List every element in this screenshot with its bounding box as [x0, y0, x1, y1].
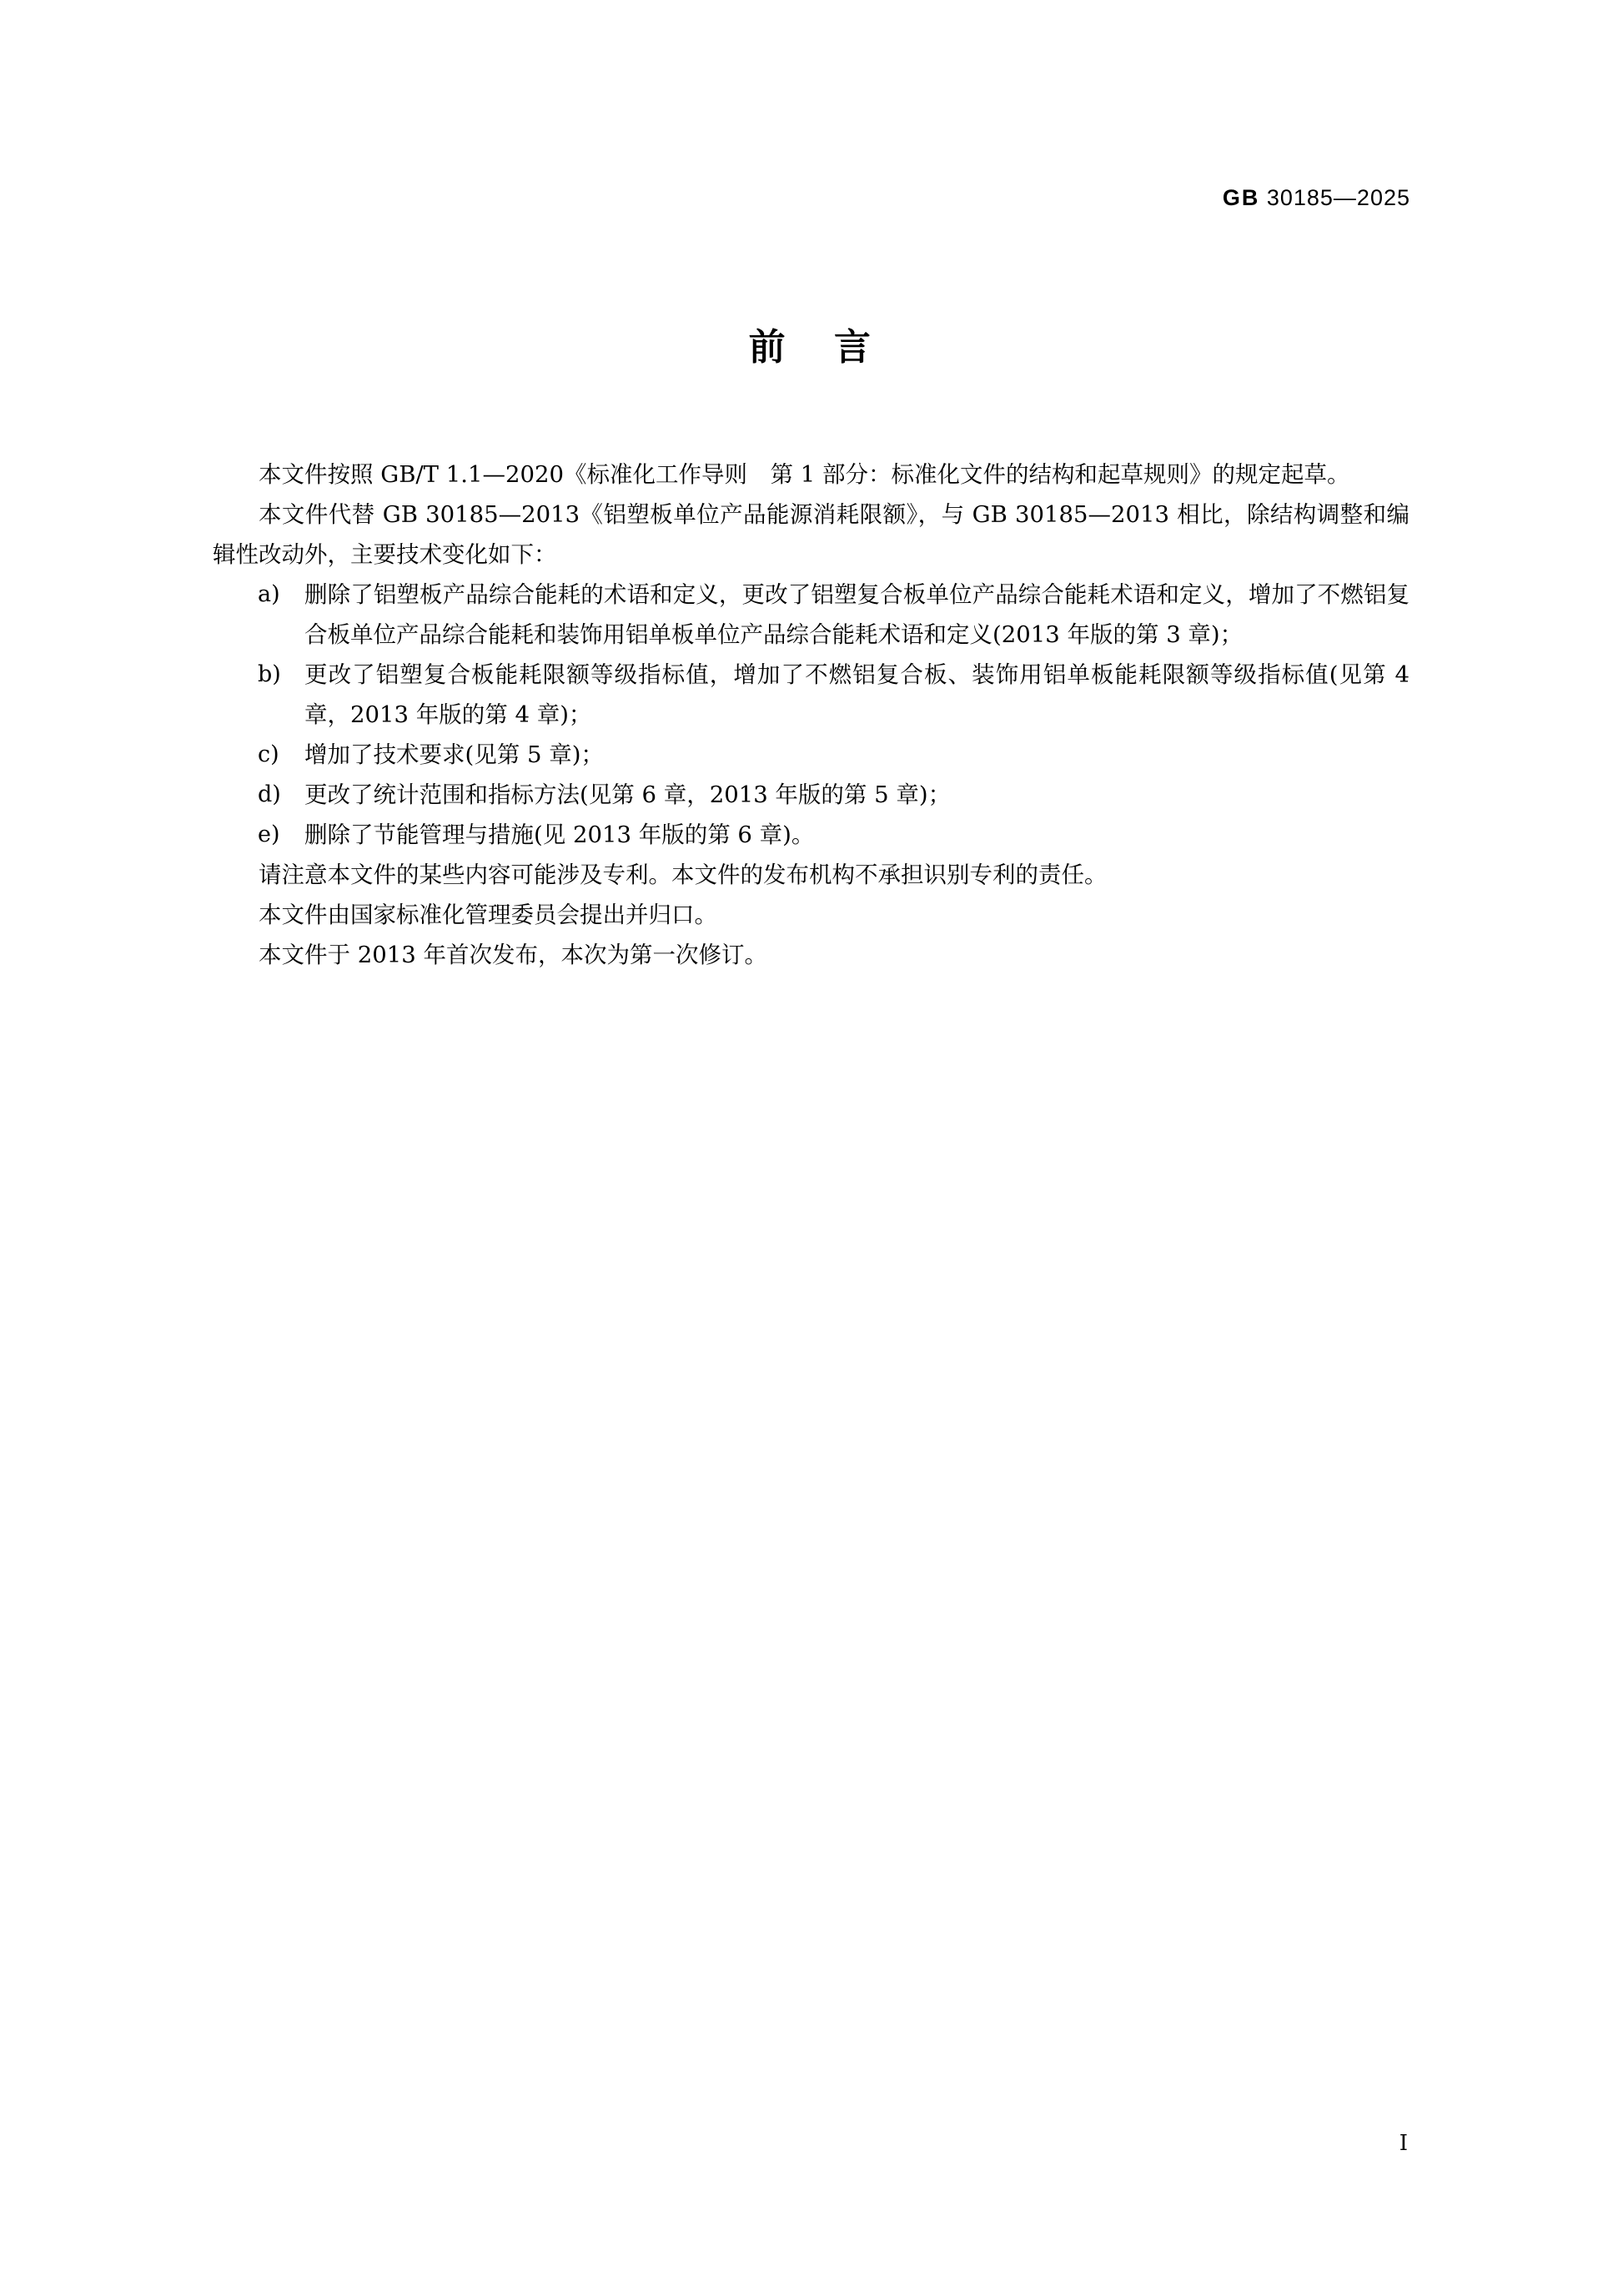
- page-header: [1223, 185, 1410, 211]
- standard-number: 30185—2025: [1266, 185, 1410, 210]
- closing-paragraphs: [213, 855, 1409, 975]
- list-item-marker: b): [258, 661, 281, 687]
- list-item-marker: e): [258, 821, 280, 847]
- foreword-content: [213, 455, 1409, 975]
- paragraph-scope: 本文件按照 GB/T 1.1—2020《标准化工作导则 第 1 部分：标准化文件的结构和起草规则》的规定起草。: [259, 461, 1350, 488]
- list-item: [213, 575, 1409, 655]
- list-item-marker: a): [258, 581, 280, 607]
- title-char-2: 言: [834, 326, 875, 369]
- list-item-text: 增加了技术要求(见第 5 章)；: [304, 741, 604, 768]
- standard-prefix: GB: [1222, 185, 1260, 210]
- list-item-text: 删除了节能管理与措施(见 2013 年版的第 6 章)。: [304, 821, 815, 848]
- title-char-1: 前: [748, 326, 789, 369]
- list-item-text: 删除了铝塑板产品综合能耗的术语和定义，更改了铝塑复合板单位产品综合能耗术语和定义，增加了不燃铝复合板单位产品综合能耗和装饰用铝单板单位产品综合能耗术语和定义(2013 年版的第 3 章)；: [304, 581, 1409, 648]
- paragraph-patent-notice: 请注意本文件的某些内容可能涉及专利。本文件的发布机构不承担识别专利的责任。: [259, 862, 1108, 888]
- list-item-text: 更改了统计范围和指标方法(见第 6 章，2013 年版的第 5 章)；: [304, 781, 952, 808]
- change-list: [213, 575, 1409, 855]
- paragraph-proposer: 本文件由国家标准化管理委员会提出并归口。: [259, 902, 717, 928]
- list-item-marker: c): [258, 741, 279, 767]
- list-item: [213, 735, 1409, 775]
- list-item: [213, 815, 1409, 855]
- list-item: [213, 775, 1409, 815]
- list-item-text: 更改了铝塑复合板能耗限额等级指标值，增加了不燃铝复合板、装饰用铝单板能耗限额等级指标值(见第 4 章，2013 年版的第 4 章)；: [304, 661, 1409, 728]
- page-number: I: [1399, 2131, 1408, 2156]
- paragraph-replaces: 本文件代替 GB 30185—2013《铝塑板单位产品能源消耗限额》，与 GB 30185—2013 相比，除结构调整和编辑性改动外，主要技术变化如下：: [213, 501, 1409, 568]
- page-title: [0, 317, 1623, 370]
- list-item-marker: d): [258, 781, 281, 807]
- list-item: [213, 655, 1409, 735]
- paragraph-revision-history: 本文件于 2013 年首次发布，本次为第一次修订。: [259, 942, 767, 968]
